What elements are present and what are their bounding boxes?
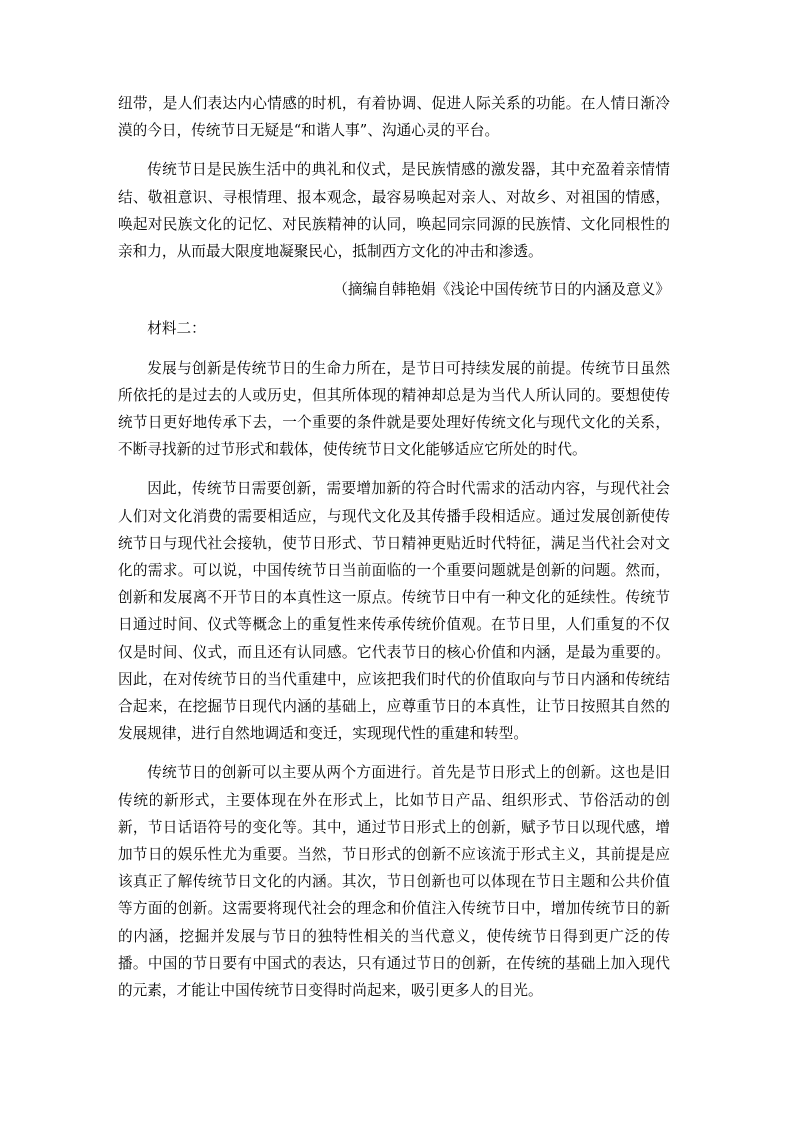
paragraph-development-innovation: 发展与创新是传统节日的生命力所在，是节日可持续发展的前提。传统节日虽然所依托的是过去的人或历史，但其所体现的精神却总是为当代人所认同的。要想使传统节日更好地传承下去，一个重要的条件就是要处理好传统文化与现代文化的关系，不断寻找新的过节形式和载体，使传统节日文化能够适应它所处的时代。 [118, 359, 670, 459]
paragraph-two-aspects-of-innovation: 传统节日的创新可以主要从两个方面进行。首先是节日形式上的创新。这也是旧传统的新形式，主要体现在外在形式上，比如节日产品、组织形式、节俗活动的创新，节日话语符号的变化等。其中，通过节日形式上的创新，赋予节日以现代感，增加节日的娱乐性尤为重要。当然，节日形式的创新不应该流于形式主义，其前提是应该真正了解传统节日文化的内涵。其次，节日创新也可以体现在节日主题和公共价值等方面的创新。这需要将现代社会的理念和价值注入传统节日中，增加传统节日的新的内涵，挖掘并发展与节日的独特性相关的当代意义，使传统节日得到更广泛的传播。中国的节日要有中国式的表达，只有通过节日的创新，在传统的基础上加入现代的元素，才能让中国传统节日变得时尚起来，吸引更多人的目光。 [118, 764, 670, 1000]
paragraph-traditional-festival-ceremony: 传统节日是民族生活中的典礼和仪式，是民族情感的激发器，其中充盈着亲情情结、敬祖意识、寻根情理、报本观念，最容易唤起对亲人、对故乡、对祖国的情感，唤起对民族文化的记忆、对民族精神的认同，唤起同宗同源的民族情、文化同根性的亲和力，从而最大限度地凝聚民心，抵制西方文化的冲击和渗透。 [118, 161, 670, 261]
source-citation: （摘编自韩艳娟《浅论中国传统节日的内涵及意义》 [333, 281, 670, 299]
material-two-label: 材料二： [147, 320, 206, 338]
paragraph-continuation: 纽带，是人们表达内心情感的时机，有着协调、促进人际关系的功能。在人情日渐冷漠的今日，传统节日无疑是“和谐人事”、沟通心灵的平台。 [118, 95, 670, 140]
document-page [118, 90, 670, 1004]
paragraph-need-for-innovation: 因此，传统节日需要创新，需要增加新的符合时代需求的活动内容，与现代社会人们对文化消费的需要相适应，与现代文化及其传播手段相适应。通过发展创新使传统节日与现代社会接轨，使节日形式、节日精神更贴近时代特征，满足当代社会对文化的需求。可以说，中国传统节日当前面临的一个重要问题就是创新的问题。然而，创新和发展离不开节日的本真性这一原点。传统节日中有一种文化的延续性。传统节日通过时间、仪式等概念上的重复性来传承传统价值观。在节日里，人们重复的不仅仅是时间、仪式，而且还有认同感。它代表节日的核心价值和内涵，是最为重要的。因此，在对传统节日的当代重建中，应该把我们时代的价值取向与节日内涵和传统结合起来，在挖掘节日现代内涵的基础上，应尊重节日的本真性，让节日按照其自然的发展规律，进行自然地调适和变迁，实现现代性的重建和转型。 [118, 480, 670, 743]
